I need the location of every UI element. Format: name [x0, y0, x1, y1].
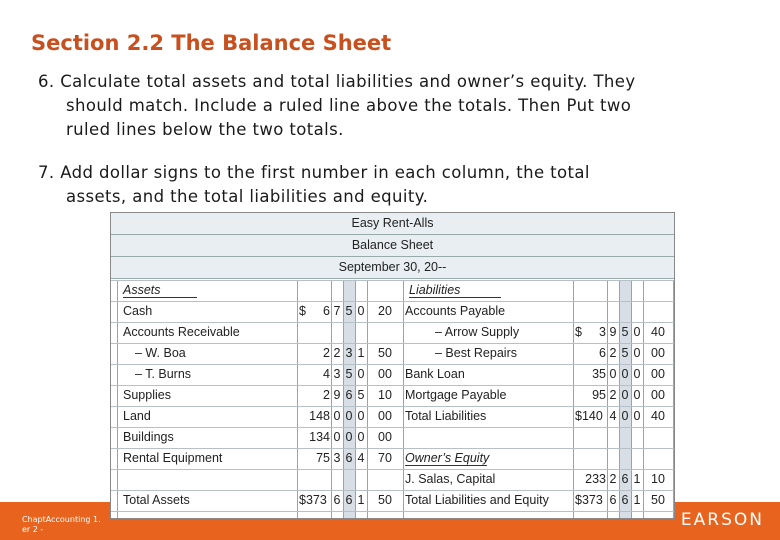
column-line [573, 280, 574, 518]
amount-digit: 00 [378, 409, 392, 423]
amount-digit: 5 [345, 367, 353, 381]
amount-digit: 4 [609, 409, 617, 423]
asset-label: Cash [123, 304, 153, 318]
amount-digit: 0 [357, 304, 365, 318]
amount-digit: 0 [633, 388, 641, 402]
statement-name: Balance Sheet [111, 235, 674, 257]
liability-label: Mortgage Payable [405, 388, 507, 402]
amount-thousands: 6 [599, 346, 606, 360]
amount-digit: 00 [378, 367, 392, 381]
liability-label: Accounts Payable [405, 304, 506, 318]
amount-digit: 70 [378, 451, 392, 465]
footer-chapter-text: Chapt [22, 515, 46, 524]
amount-digit: 5 [621, 325, 629, 339]
amount-digit: 0 [345, 430, 353, 444]
amount-digit: 40 [651, 325, 665, 339]
instruction-7-line: assets, and the total liabilities and equity. [66, 187, 429, 206]
amount-digit: 2 [609, 388, 617, 402]
amount-digit: 6 [345, 388, 353, 402]
amount-digit: 50 [378, 346, 392, 360]
amount-thousands: 148 [309, 409, 330, 423]
amount-digit: 0 [609, 367, 617, 381]
amount-digit: 6 [345, 493, 353, 507]
amount-thousands: 134 [309, 430, 330, 444]
amount-digit: 9 [333, 388, 341, 402]
instruction-6-line: ruled lines below the two totals. [66, 120, 344, 139]
instruction-6-line: 6. Calculate total assets and total liabilities and owner’s equity. They [38, 72, 636, 91]
column-line [673, 280, 674, 518]
company-name: Easy Rent-Alls [111, 213, 674, 235]
amount-prefix: $373 [575, 493, 603, 507]
amount-digit: 0 [621, 367, 629, 381]
statement-date: September 30, 20-- [111, 257, 674, 279]
footer-course-text: Accounting 1. [45, 515, 101, 524]
amount-digit: 40 [651, 409, 665, 423]
column-line [297, 280, 298, 518]
instruction-6-line: should match. Include a ruled line above the totals. Then Put two [66, 96, 632, 115]
amount-prefix: $ [575, 325, 582, 339]
amount-digit: 3 [333, 451, 341, 465]
amount-digit: 5 [345, 304, 353, 318]
amount-digit: 6 [345, 451, 353, 465]
row-line [111, 280, 674, 281]
amount-thousands: 75 [316, 451, 330, 465]
amount-digit: 10 [378, 388, 392, 402]
amount-thousands: 6 [323, 304, 330, 318]
instruction-6 [38, 70, 636, 142]
asset-label: Buildings [123, 430, 174, 444]
amount-digit: 0 [357, 367, 365, 381]
amount-digit: 00 [378, 430, 392, 444]
amount-digit: 0 [633, 346, 641, 360]
liability-label: J. Salas, Capital [405, 472, 496, 486]
amount-digit: 1 [633, 493, 641, 507]
amount-thousands: 233 [585, 472, 606, 486]
instruction-7-line: 7. Add dollar signs to the first number in each column, the total [38, 163, 590, 182]
amount-digit: 9 [609, 325, 617, 339]
footer-chapter-label [22, 515, 101, 535]
amount-digit: 00 [651, 367, 665, 381]
asset-label: Total Assets [123, 493, 190, 507]
assets-heading-underline [123, 297, 197, 298]
amount-digit: 5 [357, 388, 365, 402]
assets-heading: Assets [123, 283, 161, 297]
amount-thousands: 4 [323, 367, 330, 381]
amount-digit: 0 [357, 409, 365, 423]
amount-digit: 2 [609, 346, 617, 360]
footer-chapter-number: er 2 - [22, 525, 44, 534]
amount-digit: 0 [621, 409, 629, 423]
liability-label: – Arrow Supply [435, 325, 520, 339]
asset-label: Supplies [123, 388, 171, 402]
amount-thousands: 2 [323, 346, 330, 360]
amount-digit: 0 [357, 430, 365, 444]
amount-digit: 2 [333, 346, 341, 360]
amount-prefix: $373 [299, 493, 327, 507]
slide-title: Section 2.2 The Balance Sheet [31, 31, 392, 55]
amount-thousands: 2 [323, 388, 330, 402]
asset-label: Land [123, 409, 151, 423]
amount-digit: 7 [333, 304, 341, 318]
amount-digit: 0 [633, 409, 641, 423]
amount-prefix: $ [299, 304, 306, 318]
asset-label: – T. Burns [135, 367, 192, 381]
amount-prefix: $140 [575, 409, 603, 423]
liability-label: Total Liabilities and Equity [405, 493, 549, 507]
balance-sheet [110, 212, 675, 519]
amount-digit: 1 [633, 472, 641, 486]
amount-digit: 50 [378, 493, 392, 507]
liability-label: Bank Loan [405, 367, 465, 381]
liabilities-heading-underline [409, 297, 501, 298]
amount-thousands: 35 [592, 367, 606, 381]
asset-label: Accounts Receivable [123, 325, 240, 339]
owners-equity-heading: Owner’s Equity [405, 451, 490, 465]
instruction-7 [38, 161, 590, 209]
amount-digit: 50 [651, 493, 665, 507]
column-line [403, 280, 404, 518]
amount-digit: 4 [357, 451, 365, 465]
asset-label: – W. Boa [135, 346, 186, 360]
column-line [117, 280, 118, 518]
amount-digit: 0 [345, 409, 353, 423]
amount-digit: 0 [621, 388, 629, 402]
liabilities-heading: Liabilities [409, 283, 461, 297]
amount-digit: 5 [621, 346, 629, 360]
amount-digit: 20 [378, 304, 392, 318]
amount-thousands: 3 [599, 325, 606, 339]
amount-digit: 6 [621, 493, 629, 507]
asset-label: Rental Equipment [123, 451, 223, 465]
amount-digit: 0 [633, 325, 641, 339]
amount-digit: 6 [609, 493, 617, 507]
amount-digit: 0 [633, 367, 641, 381]
amount-digit: 2 [609, 472, 617, 486]
amount-digit: 6 [621, 472, 629, 486]
amount-thousands: 95 [592, 388, 606, 402]
amount-digit: 00 [651, 388, 665, 402]
amount-digit: 0 [333, 430, 341, 444]
amount-digit: 1 [357, 346, 365, 360]
owners-equity-underline [405, 465, 487, 466]
amount-digit: 1 [357, 493, 365, 507]
row-line [111, 511, 674, 512]
amount-digit: 3 [333, 367, 341, 381]
amount-digit: 3 [345, 346, 353, 360]
amount-digit: 6 [333, 493, 341, 507]
pearson-logo: EARSON [680, 510, 764, 530]
liability-label: – Best Repairs [435, 346, 517, 360]
amount-digit: 0 [333, 409, 341, 423]
liability-label: Total Liabilities [405, 409, 487, 423]
amount-digit: 00 [651, 346, 665, 360]
amount-digit: 10 [651, 472, 665, 486]
